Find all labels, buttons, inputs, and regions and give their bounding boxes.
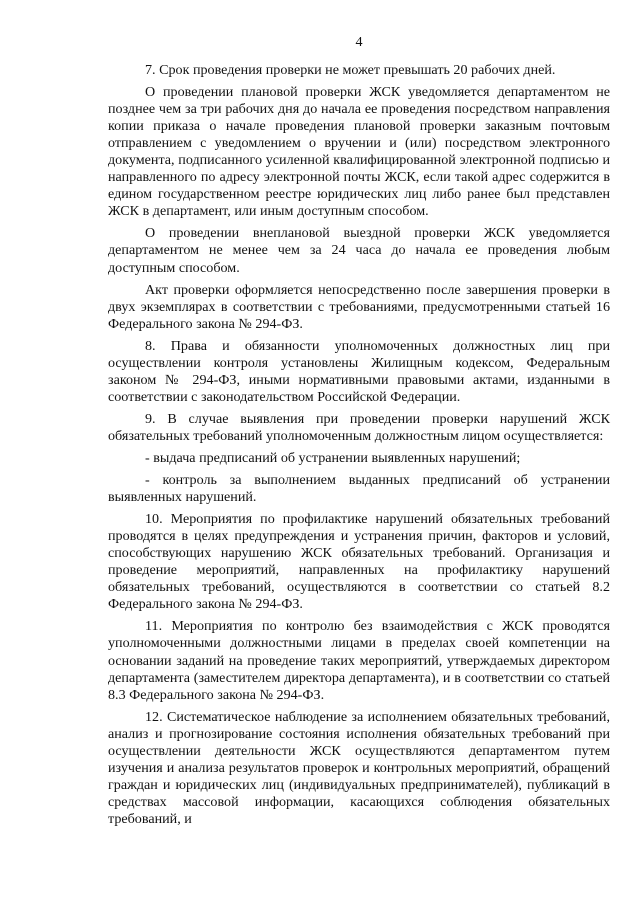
paragraph-officials-rights: 8. Права и обязанности уполномоченных должностных лиц при осуществлении контроля установлены Жилищным кодексом, Федеральным законом № 294-ФЗ, иными нормативными правовыми актами, изданными в соответствии с законодательством Российской Федерации. bbox=[108, 337, 610, 405]
paragraph-violations-found: 9. В случае выявления при проведении проверки нарушений ЖСК обязательных требований уполномоченным должностным лицом осуществляется: bbox=[108, 410, 610, 444]
paragraph-unplanned-inspection-notice: О проведении внеплановой выездной проверки ЖСК уведомляется департаментом не менее чем за 24 часа до начала ее проведения любым доступным способом. bbox=[108, 225, 610, 276]
list-item-control-orders: - контроль за выполнением выданных предписаний об устранении выявленных нарушений. bbox=[108, 472, 610, 506]
paragraph-planned-inspection-notice: О проведении плановой проверки ЖСК уведомляется департаментом не позднее чем за три рабочих дня до начала ее проведения посредством направления копии приказа о начале проведения плановой проверки заказным почтовым отправлением с уведомлением о вручении и (или) посредством электронного документа, подписанного усиленной квалифицированной электронной подписью и направленного по адресу электронной почты ЖСК, если такой адрес содержится в едином государственном реестре юридических лиц либо ранее был представлен ЖСК в департамент, или иным доступным способом. bbox=[108, 84, 610, 220]
paragraph-prevention-measures: 10. Мероприятия по профилактике нарушений обязательных требований проводятся в целях предупреждения и устранения причин, факторов и условий, способствующих нарушению ЖСК обязательных требований. Организация и проведение мероприятий, направленных на профилактику нарушений обязательных требований, осуществляются в соответствии со статьей 8.2 Федерального закона № 294-ФЗ. bbox=[108, 511, 610, 613]
document-page bbox=[108, 34, 610, 828]
paragraph-systematic-observation: 12. Систематическое наблюдение за исполнением обязательных требований, анализ и прогнозирование состояния исполнения обязательных требований при осуществлении деятельности ЖСК осуществляются департаментом путем изучения и анализа результатов проверок и контрольных мероприятий, обращений граждан и юридических лиц (индивидуальных предпринимателей), публикаций в средствах массовой информации, касающихся соблюдения обязательных требований, и bbox=[108, 708, 610, 827]
paragraph-control-without-interaction: 11. Мероприятия по контролю без взаимодействия с ЖСК проводятся уполномоченными должностными лицами в пределах своей компетенции на основании заданий на проведение таких мероприятий, утверждаемых директором департамента (заместителем директора департамента), и в соответствии со статьей 8.3 Федерального закона № 294-ФЗ. bbox=[108, 618, 610, 703]
paragraph-inspection-term: 7. Срок проведения проверки не может превышать 20 рабочих дней. bbox=[145, 62, 556, 78]
page-number: 4 bbox=[355, 34, 363, 50]
list-item-issue-orders: - выдача предписаний об устранении выявленных нарушений; bbox=[145, 449, 521, 466]
paragraph-inspection-act: Акт проверки оформляется непосредственно после завершения проверки в двух экземплярах в соответствии с требованиями, предусмотренными статьей 16 Федерального закона № 294-ФЗ. bbox=[108, 281, 610, 332]
